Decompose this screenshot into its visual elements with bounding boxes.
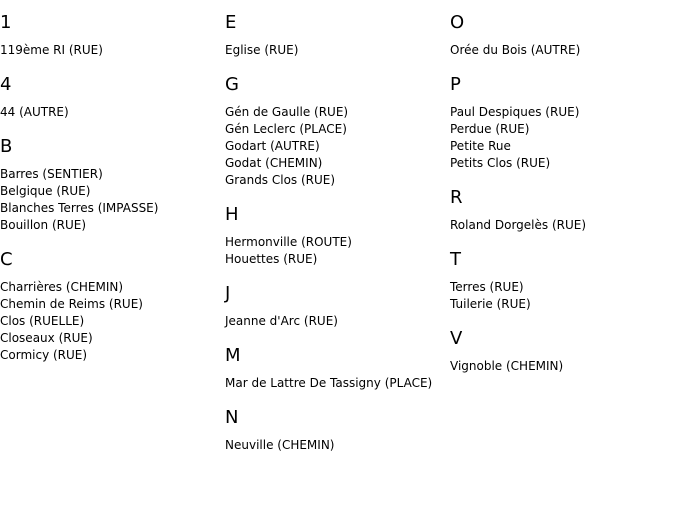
section-letter-heading: R <box>450 187 463 208</box>
letter-section <box>0 12 225 59</box>
street-link[interactable]: Godart (AUTRE) <box>225 139 320 153</box>
street-link[interactable]: Bouillon (RUE) <box>0 218 87 232</box>
street-link[interactable]: Gén Leclerc (PLACE) <box>225 122 347 136</box>
section-letter-heading: N <box>225 407 239 428</box>
street-link[interactable]: Vignoble (CHEMIN) <box>450 359 564 373</box>
street-link[interactable]: Chemin de Reims (RUE) <box>0 297 143 311</box>
street-link[interactable]: Orée du Bois (AUTRE) <box>450 43 581 57</box>
section-letter-heading: J <box>225 283 231 304</box>
letter-section <box>450 74 675 172</box>
section-letter-heading: G <box>225 74 239 95</box>
index-column <box>0 12 225 379</box>
street-link[interactable]: Closeaux (RUE) <box>0 331 93 345</box>
letter-section <box>0 74 225 121</box>
street-link[interactable]: Houettes (RUE) <box>225 252 318 266</box>
letter-section <box>225 12 450 59</box>
street-link[interactable]: Barres (SENTIER) <box>0 167 103 181</box>
street-link[interactable]: Tuilerie (RUE) <box>450 297 531 311</box>
street-link[interactable]: 44 (AUTRE) <box>0 105 69 119</box>
section-letter-heading: P <box>450 74 461 95</box>
street-link[interactable]: Hermonville (ROUTE) <box>225 235 352 249</box>
letter-section <box>450 12 675 59</box>
street-link[interactable]: Petits Clos (RUE) <box>450 156 551 170</box>
street-link[interactable]: Paul Despiques (RUE) <box>450 105 580 119</box>
letter-section <box>225 283 450 330</box>
letter-section <box>450 187 675 234</box>
street-link[interactable]: Charrières (CHEMIN) <box>0 280 124 294</box>
section-letter-heading: H <box>225 204 239 225</box>
section-letter-heading: O <box>450 12 465 33</box>
section-letter-heading: 4 <box>0 74 12 95</box>
street-link[interactable]: Perdue (RUE) <box>450 122 530 136</box>
index-column <box>225 12 450 469</box>
section-letter-heading: C <box>0 249 13 270</box>
letter-section <box>450 249 675 313</box>
street-link[interactable]: Blanches Terres (IMPASSE) <box>0 201 159 215</box>
street-link[interactable]: Clos (RUELLE) <box>0 314 85 328</box>
street-link[interactable]: Belgique (RUE) <box>0 184 91 198</box>
section-letter-heading: T <box>450 249 461 270</box>
street-link[interactable]: Jeanne d'Arc (RUE) <box>225 314 338 328</box>
street-link[interactable]: Petite Rue <box>450 139 511 153</box>
letter-section <box>225 345 450 392</box>
index-column <box>450 12 675 390</box>
street-link[interactable]: Godat (CHEMIN) <box>225 156 323 170</box>
street-link[interactable]: 119ème RI (RUE) <box>0 43 103 57</box>
letter-section <box>0 136 225 234</box>
letter-section <box>225 204 450 268</box>
street-link[interactable]: Cormicy (RUE) <box>0 348 88 362</box>
section-letter-heading: B <box>0 136 13 157</box>
section-letter-heading: M <box>225 345 241 366</box>
letter-section <box>225 74 450 189</box>
street-link[interactable]: Neuville (CHEMIN) <box>225 438 335 452</box>
section-letter-heading: V <box>450 328 463 349</box>
letter-section <box>0 249 225 364</box>
section-letter-heading: E <box>225 12 237 33</box>
street-link[interactable]: Grands Clos (RUE) <box>225 173 336 187</box>
street-link[interactable]: Mar de Lattre De Tassigny (PLACE) <box>225 376 433 390</box>
street-link[interactable]: Terres (RUE) <box>450 280 524 294</box>
street-link[interactable]: Eglise (RUE) <box>225 43 299 57</box>
street-link[interactable]: Roland Dorgelès (RUE) <box>450 218 587 232</box>
street-link[interactable]: Gén de Gaulle (RUE) <box>225 105 349 119</box>
letter-section <box>225 407 450 454</box>
letter-section <box>450 328 675 375</box>
section-letter-heading: 1 <box>0 12 12 33</box>
